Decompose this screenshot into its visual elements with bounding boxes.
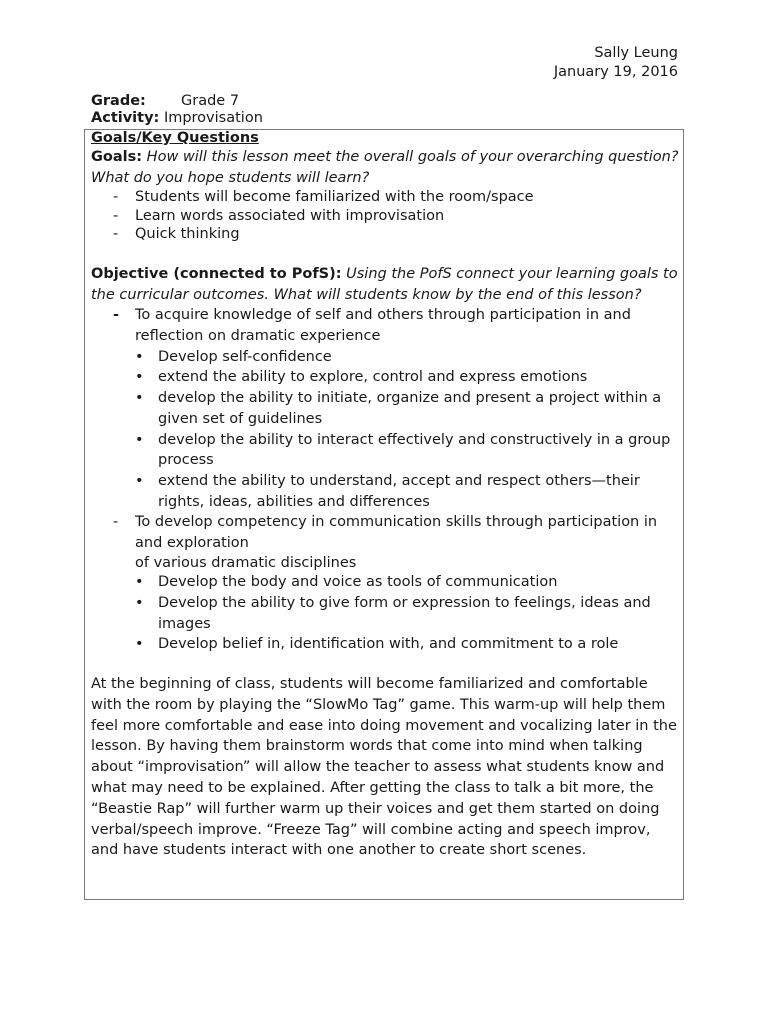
objective-question xyxy=(91,264,681,305)
bullet-item: • extend the ability to understand, accept and respect others—their rights, ideas, abilities and differences xyxy=(135,472,640,510)
bullet-icon: • xyxy=(135,636,144,653)
objective-text: To acquire knowledge of self and others through participation in and reflection on dramatic experience xyxy=(135,307,631,345)
grade-value: Grade 7 xyxy=(181,93,240,109)
goals-list xyxy=(91,188,681,244)
goal-item: - Students will become familiarized with the room/space xyxy=(113,189,534,206)
objective-prompt: Using the PofS connect your learning goals to the curricular outcomes. What will students know by the end of this lesson? xyxy=(91,265,678,303)
bullet-item: • Develop belief in, identification with, and commitment to a role xyxy=(91,634,681,655)
dash-marker: - xyxy=(113,189,119,206)
bullet-item: • develop the ability to interact effectively and constructively in a group process xyxy=(135,431,671,469)
dash-marker: - xyxy=(113,514,119,531)
objective-bullets xyxy=(91,347,681,513)
bullet-icon: • xyxy=(135,348,144,365)
goal-item: - Quick thinking xyxy=(113,226,240,243)
bullet-icon: • xyxy=(135,594,144,611)
bullet-item: • Develop the ability to give form or expression to feelings, ideas and images xyxy=(135,594,651,632)
lesson-table-content xyxy=(91,129,681,861)
bullet-item: • Develop the body and voice as tools of communication xyxy=(91,572,681,593)
objective-text: To develop competency in communication skills through participation in and exploration xyxy=(135,514,658,552)
dash-marker: - xyxy=(113,226,119,243)
grade-label: Grade: xyxy=(91,93,146,109)
objective-item xyxy=(91,512,681,553)
document-header xyxy=(554,44,678,82)
lesson-meta xyxy=(91,93,263,127)
goals-question xyxy=(91,147,681,188)
activity-row xyxy=(91,110,263,127)
bullet-icon: • xyxy=(135,574,144,591)
objectives-list xyxy=(91,305,681,655)
dash-marker: - xyxy=(113,207,119,224)
bullet-item: • develop the ability to initiate, organize and present a project within a given set of guidelines xyxy=(135,390,662,427)
activity-value: Improvisation xyxy=(163,110,263,126)
document-date: January 19, 2016 xyxy=(553,64,678,80)
bullet-icon: • xyxy=(135,369,144,386)
bullet-icon: • xyxy=(135,390,144,407)
bullet-item: • extend the ability to explore, control and express emotions xyxy=(91,367,681,388)
objective-continuation: of various dramatic disciplines xyxy=(135,554,357,571)
goals-heading: Goals/Key Questions xyxy=(91,130,259,146)
bullet-icon: • xyxy=(135,431,144,448)
objective-label: Objective (connected to PofS): xyxy=(91,265,342,282)
lesson-summary-paragraph: At the beginning of class, students will become familiarized and comfortable with the room by playing the “SlowMo Tag” game. This warm-up will help them feel more comfortable and ease into doing movement and vocalizing later in the lesson. By having them brainstorm words that come into mind when talking about “improvisation” will allow the teacher to assess what students know and what may need to be explained. After getting the class to talk a bit more, the “Beastie Rap” will further warm up their voices and get them started on doing verbal/speech improve. “Freeze Tag” will combine acting and speech improv, and have students interact with one another to create short scenes. xyxy=(91,676,677,859)
bullet-item: • Develop self-confidence xyxy=(91,347,681,368)
goals-prompt: How will this lesson meet the overall goals of your overarching question? What do you hope students will learn? xyxy=(91,149,679,186)
objective-item xyxy=(91,305,681,346)
author-name: Sally Leung xyxy=(594,45,678,61)
activity-label: Activity: xyxy=(91,110,160,126)
grade-row xyxy=(91,93,263,110)
goals-label: Goals: xyxy=(91,149,143,165)
dash-marker: - xyxy=(113,307,120,324)
objective-bullets xyxy=(91,572,681,655)
goal-item: - Learn words associated with improvisation xyxy=(113,207,445,224)
bullet-icon: • xyxy=(135,472,144,489)
